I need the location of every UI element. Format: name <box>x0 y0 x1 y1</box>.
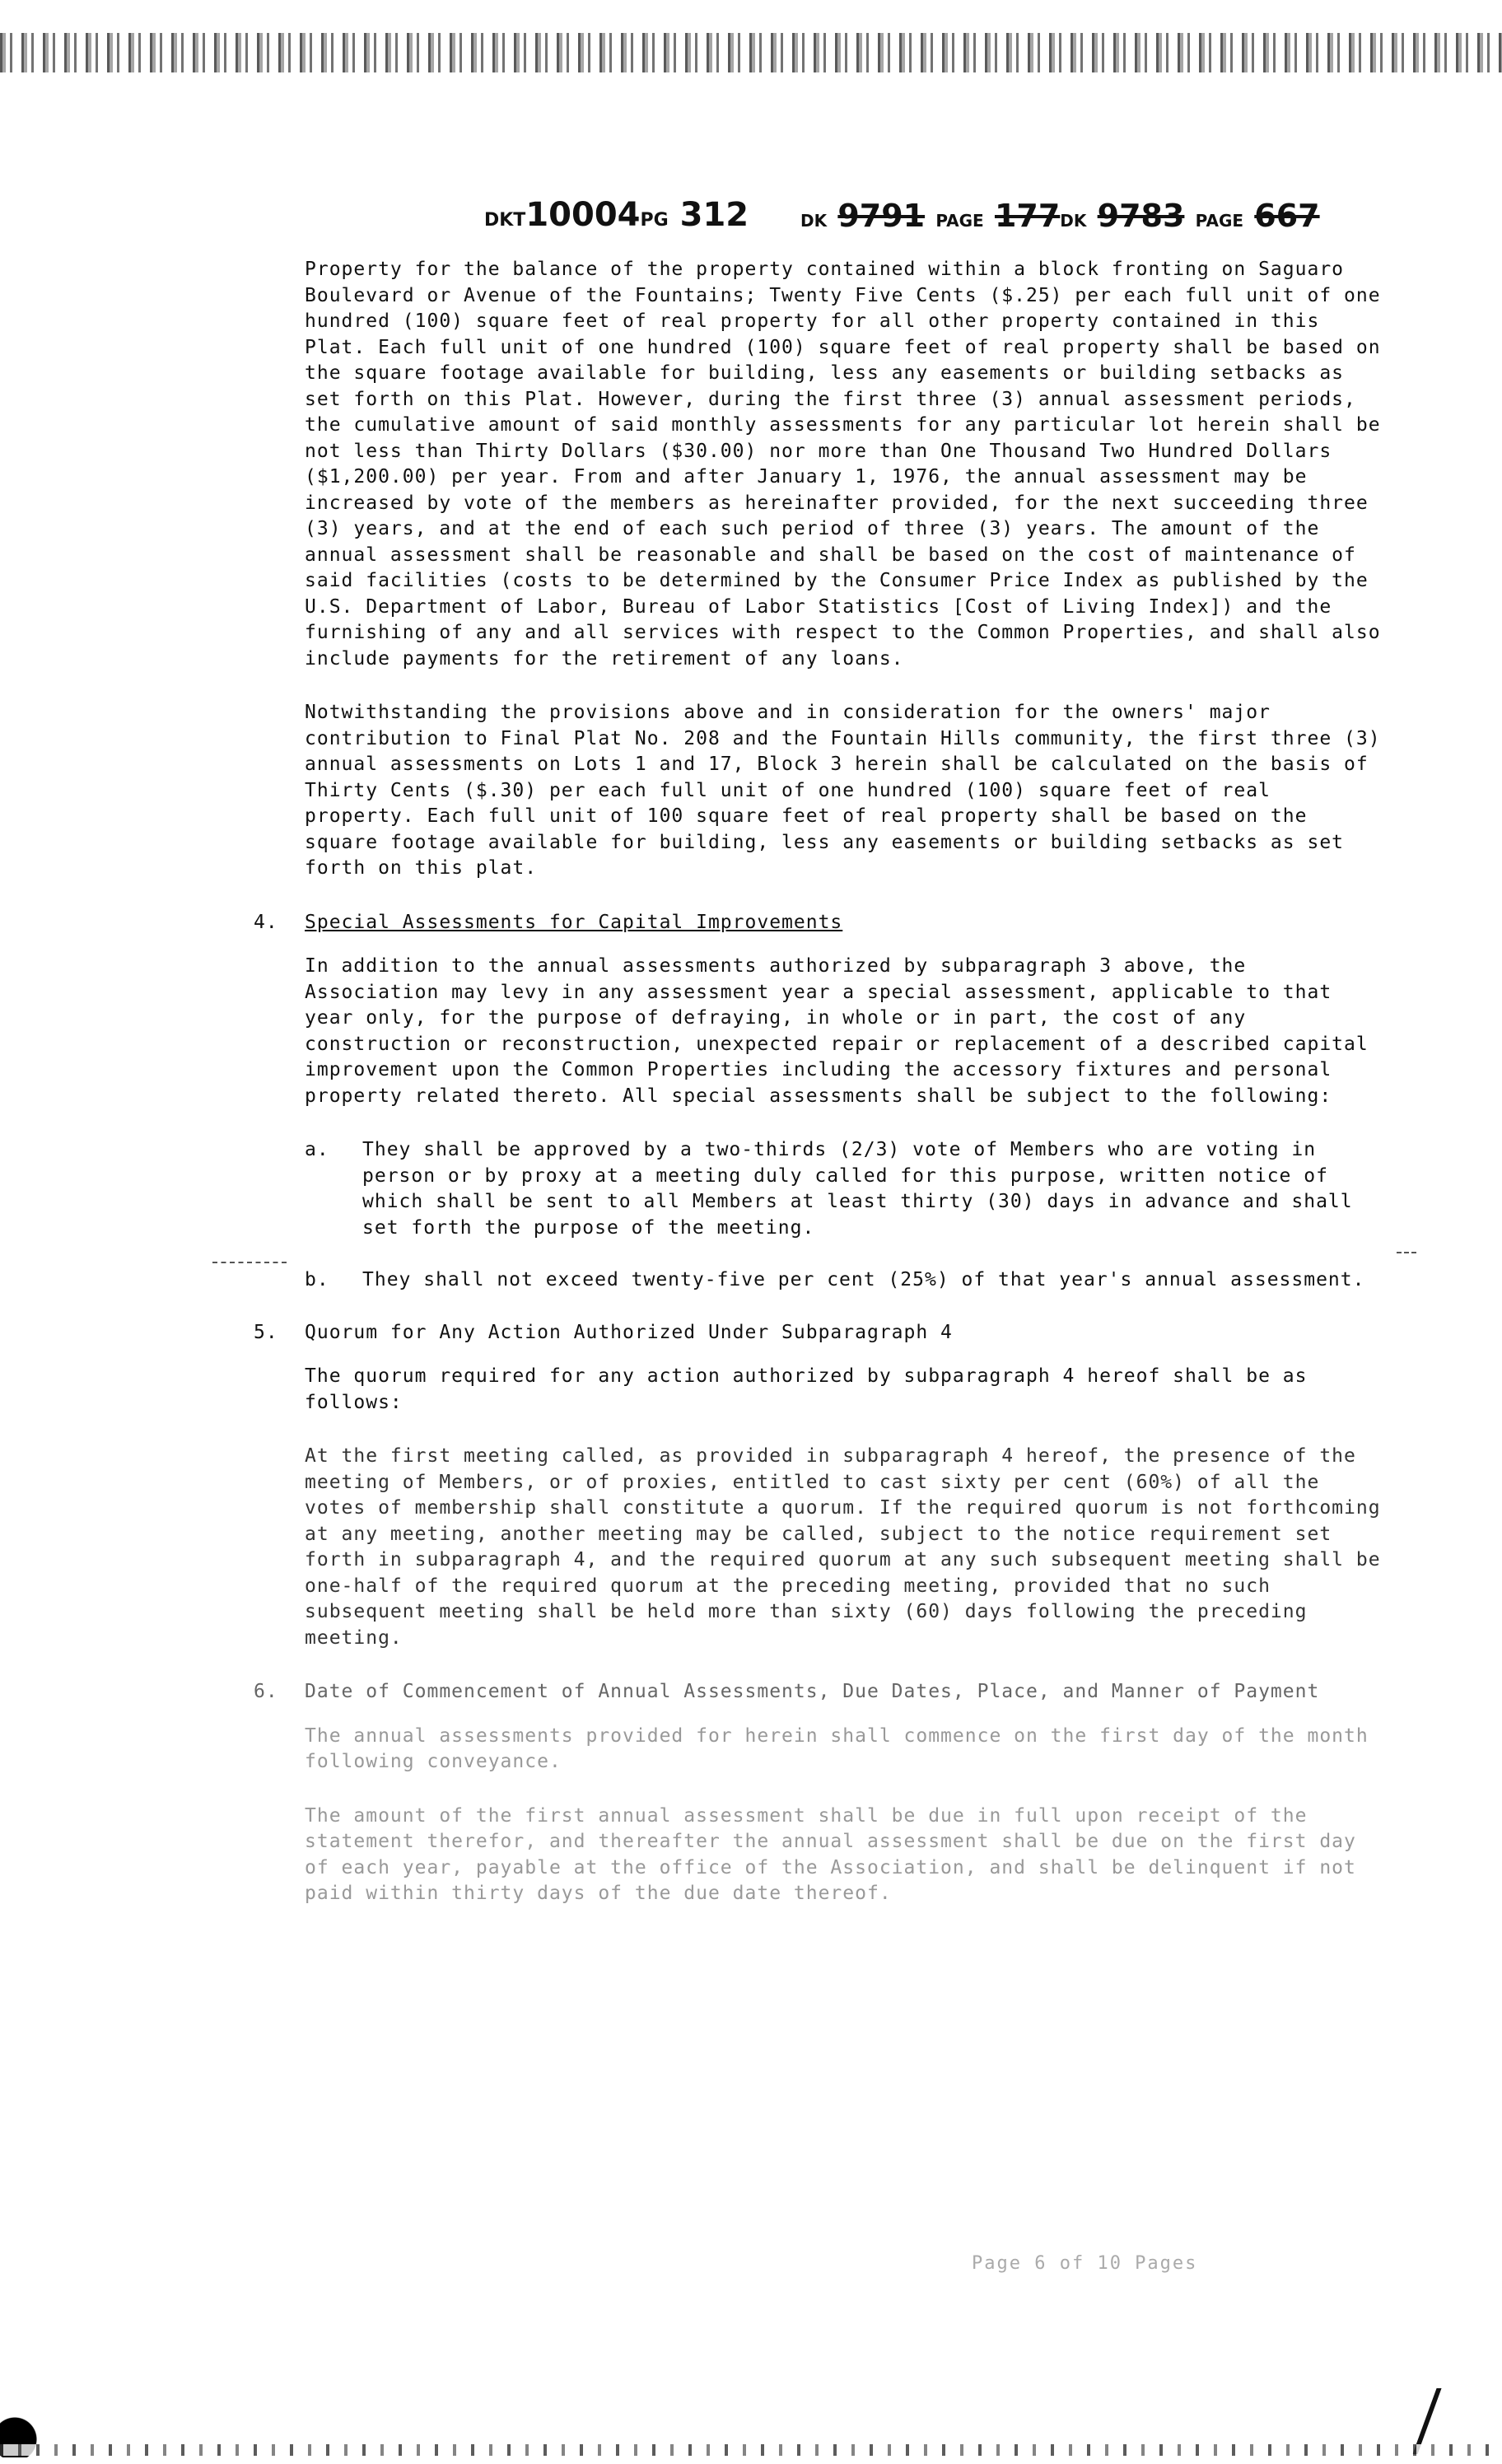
section-4-heading <box>254 910 1392 936</box>
item-b-letter: b. <box>305 1269 329 1290</box>
section-6-title: Date of Commencement of Annual Assessments, Due Dates, Place, and Manner of Payment <box>305 1681 1320 1702</box>
old-page1: 177 <box>994 198 1061 234</box>
old-bk2-label: DK <box>1060 211 1087 231</box>
section-5-heading <box>254 1320 1392 1346</box>
old-page2: 667 <box>1254 198 1320 234</box>
docket-stamp <box>484 196 749 234</box>
docket-book: 10004 <box>525 196 641 234</box>
section-5-title: Quorum for Any Action Authorized Under Subparagraph 4 <box>305 1321 953 1343</box>
page-number-note: Page 6 of 10 Pages <box>972 2253 1198 2274</box>
old-bk2: 9783 <box>1097 198 1185 234</box>
item-a-text: They shall be approved by a two-thirds (2/3) vote of Members who are voting in person or by proxy at a meeting duly called for this purpose, written notice of which shall be sent to all Members at least thirty (30) days in advance and shall set forth the purpose of the meeting. <box>362 1139 1353 1239</box>
item-b-text: They shall not exceed twenty-five per cent (25%) of that year's annual assessment. <box>362 1269 1365 1290</box>
margin-dash-left <box>212 1262 287 1263</box>
superseded-docket-stamp <box>800 198 1320 234</box>
document-body <box>254 257 1392 1935</box>
old-page1-label: PAGE <box>935 211 984 231</box>
scan-edge-top <box>0 33 1502 72</box>
section-6-body-1: The annual assessments provided for herein shall commence on the first day of the month following conveyance. <box>305 1724 1369 1772</box>
section-4-item-a <box>305 1137 1392 1241</box>
docket-page: 312 <box>679 196 749 234</box>
section-6-number: 6. <box>254 1681 278 1702</box>
docket-prefix: DKT <box>484 210 526 231</box>
paragraph-lots-exception: Notwithstanding the provisions above and in consideration for the owners' major contribution to Final Plat No. 208 and the Fountain Hills community, the first three (3) annual assessments on Lots 1 and 17, Block 3 herein shall be calculated on the basis of Thirty Cents ($.30) per each full unit of one hundred (100) square feet of real property. Each full unit of 100 square feet of real property shall be based on the square footage available for building, less any easements or building setbacks as set forth on this plat. <box>305 702 1381 879</box>
recording-header <box>484 191 1390 240</box>
item-a-letter: a. <box>305 1139 329 1160</box>
section-4-item-b <box>305 1267 1392 1294</box>
section-5-body: At the first meeting called, as provided in subparagraph 4 hereof, the presence of the meeting of Members, or of proxies, entitled to cast sixty per cent (60%) of all the votes of membership shall constitute a quorum. If the required quorum is not forthcoming at any meeting, another meeting may be called, subject to the notice requirement set forth in subparagraph 4, and the required quorum at any such subsequent meeting shall be one-half of the required quorum at the preceding meeting, provided that no such subsequent meeting shall be held more than sixty (60) days following the preceding meeting. <box>305 1445 1381 1649</box>
section-6-body-2: The amount of the first annual assessment shall be due in full upon receipt of the statement therefor, and thereafter the annual assessment shall be due on the first day of each year, payable at the office of the Association, and shall be delinquent if not paid within thirty days of the due date thereof. <box>305 1804 1356 1904</box>
old-bk1: 9791 <box>837 198 926 234</box>
paragraph-assessment-rates: Property for the balance of the property contained within a block fronting on Saguaro Boulevard or Avenue of the Fountains; Twenty Five Cents ($.25) per each full unit of one hundred (100) square feet of real property for all other property contained in this Plat. Each full unit of one hundred (100) square feet of real property shall be based on the square footage available for building, less any easements or building setbacks as set forth on this Plat. However, during the first three (3) annual assessment periods, the cumulative amount of said monthly assessments for any particular lot herein shall be not less than Thirty Dollars ($30.00) nor more than One Thousand Two Hundred Dollars ($1,200.00) per year. From and after January 1, 1976, the annual assessment may be increased by vote of the members as hereinafter provided, for the next succeeding three (3) years, and at the end of each such period of three (3) years. The amount of the annual assessment shall be reasonable and shall be based on the cost of maintenance of said facilities (costs to be determined by the Consumer Price Index as published by the U.S. Department of Labor, Bureau of Labor Statistics [Cost of Living Index]) and the furnishing of any and all services with respect to the Common Properties, and shall also include payments for the retirement of any loans. <box>305 259 1381 670</box>
scan-edge-bottom <box>0 2444 1502 2456</box>
margin-dash-right <box>1397 1252 1416 1253</box>
section-5-number: 5. <box>254 1321 278 1343</box>
section-6-heading <box>254 1679 1392 1706</box>
section-4-body: In addition to the annual assessments authorized by subparagraph 3 above, the Association may levy in any assessment year a special assessment, applicable to that year only, for the purpose of defraying, in whole or in part, the cost of any construction or reconstruction, unexpected repair or replacement of a described capital improvement upon the Common Properties including the accessory fixtures and personal property related thereto. All special assessments shall be subject to the following: <box>305 955 1369 1107</box>
old-page2-label: PAGE <box>1195 211 1244 231</box>
section-4-number: 4. <box>254 911 278 933</box>
section-4-title: Special Assessments for Capital Improvements <box>305 911 843 933</box>
old-bk1-label: DK <box>800 211 828 231</box>
docket-pg-label: PG <box>640 210 669 231</box>
section-5-intro: The quorum required for any action authorized by subparagraph 4 hereof shall be as follows: <box>305 1365 1308 1413</box>
